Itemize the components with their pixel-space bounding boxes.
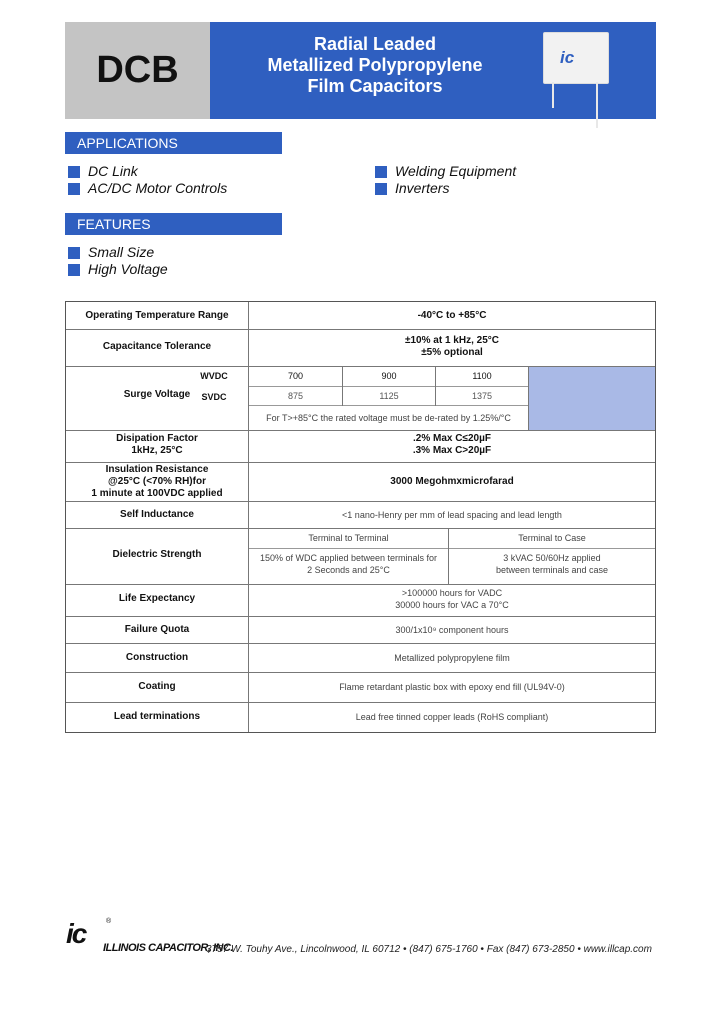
wvdc-value: 900 (381, 371, 397, 381)
dielectric-value: 2 Seconds and 25°C (307, 565, 390, 575)
surge-note: For T>+85°C the rated voltage must be de-rated by 1.25%/°C (266, 413, 511, 423)
spec-label: Failure Quota (124, 624, 190, 635)
row-divider (249, 405, 528, 406)
series-code: DCB (96, 49, 179, 91)
spec-value: ±5% optional (421, 347, 483, 358)
application-item: AC/DC Motor Controls (88, 180, 228, 196)
wvdc-value: 1100 (472, 371, 492, 381)
capacitor-logo: ic (560, 48, 575, 67)
spec-label: Capacitance Tolerance (102, 341, 212, 352)
application-item: Welding Equipment (395, 163, 517, 179)
title-line: Metallized Polypropylene (267, 55, 483, 75)
spec-value: ±10% at 1 kHz, 25°C (405, 335, 499, 346)
svdc-value: 1125 (379, 391, 399, 401)
spec-label: 1kHz, 25°C (131, 445, 183, 456)
row-divider (66, 702, 655, 703)
spec-label: Construction (125, 652, 189, 663)
row-divider (66, 501, 655, 502)
spec-label: @25°C (<70% RH)for (108, 476, 206, 487)
feature-item: High Voltage (88, 261, 168, 277)
dielectric-col-head: Terminal to Case (518, 533, 586, 543)
spec-value: <1 nano-Henry per mm of lead spacing and lead length (342, 510, 562, 520)
spec-label: Dielectric Strength (112, 549, 202, 560)
spec-value: >100000 hours for VADC (401, 588, 503, 598)
row-divider (66, 643, 655, 644)
row-divider (66, 528, 655, 529)
product-title (210, 34, 540, 97)
row-divider (66, 584, 655, 585)
dielectric-value: between terminals and case (495, 565, 609, 575)
spec-value: Metallized polypropylene film (394, 653, 510, 663)
title-line: Radial Leaded (313, 34, 437, 54)
title-line: Film Capacitors (307, 76, 443, 96)
capacitor-lead (596, 82, 598, 128)
dielectric-col-head: Terminal to Terminal (308, 533, 389, 543)
spec-value: .3% Max C>20µF (412, 445, 492, 456)
column-divider (528, 366, 529, 430)
spec-label: Insulation Resistance (105, 464, 209, 475)
bullet-square (68, 166, 80, 178)
spec-value: 3000 Megohmxmicrofarad (390, 476, 514, 487)
row-divider (66, 462, 655, 463)
bullet-square (68, 247, 80, 259)
bullet-square (375, 183, 387, 195)
bullet-square (375, 166, 387, 178)
dielectric-value: 150% of WDC applied between terminals for (259, 553, 438, 563)
svdc-label: SVDC (201, 392, 227, 402)
spec-value: -40°C to +85°C (417, 310, 487, 321)
spec-label: Self Inductance (120, 509, 194, 520)
spec-value: 300/1x10⁹ component hours (395, 625, 509, 635)
spec-label: Life Expectancy (118, 593, 196, 604)
spec-label: 1 minute at 100VDC applied (91, 488, 223, 499)
application-item: DC Link (88, 163, 138, 179)
spec-label: Surge Voltage (123, 389, 191, 400)
application-item: Inverters (395, 180, 450, 196)
spec-value: Flame retardant plastic box with epoxy end fill (UL94V-0) (339, 682, 565, 692)
bullet-square (68, 183, 80, 195)
svdc-value: 1375 (471, 391, 493, 401)
surge-highlight (528, 367, 655, 430)
row-divider (249, 548, 655, 549)
dielectric-value: 3 kVAC 50/60Hz applied (503, 553, 601, 563)
row-divider (66, 672, 655, 673)
company-address: 3757 W. Touhy Ave., Lincolnwood, IL 60712 • (847) 675-1760 • Fax (847) 673-2850 • www.illcap.com (206, 944, 652, 955)
spec-table (65, 301, 656, 733)
company-logo: ic (66, 918, 86, 949)
spec-value: .2% Max C≤20µF (413, 433, 491, 444)
spec-label: Operating Temperature Range (85, 310, 229, 321)
feature-item: Small Size (88, 244, 155, 260)
wvdc-label: WVDC (200, 371, 228, 381)
applications-heading: APPLICATIONS (65, 132, 282, 154)
spec-value: Lead free tinned copper leads (RoHS compliant) (355, 712, 549, 722)
wvdc-value: 700 (287, 371, 304, 381)
spec-value: 30000 hours for VAC a 70°C (395, 600, 509, 610)
row-divider (66, 430, 655, 431)
row-divider (249, 386, 528, 387)
bullet-square (68, 264, 80, 276)
capacitor-image (543, 32, 609, 84)
trademark-mark: ® (106, 918, 112, 925)
features-heading: FEATURES (65, 213, 282, 235)
spec-label: Disipation Factor (116, 433, 198, 444)
row-divider (66, 616, 655, 617)
spec-label: Lead terminations (113, 711, 201, 722)
svdc-value: 875 (287, 391, 304, 401)
company-name: ILLINOIS CAPACITOR, INC. (103, 942, 233, 954)
row-divider (66, 329, 655, 330)
spec-label: Coating (138, 681, 176, 692)
capacitor-lead (552, 82, 554, 108)
